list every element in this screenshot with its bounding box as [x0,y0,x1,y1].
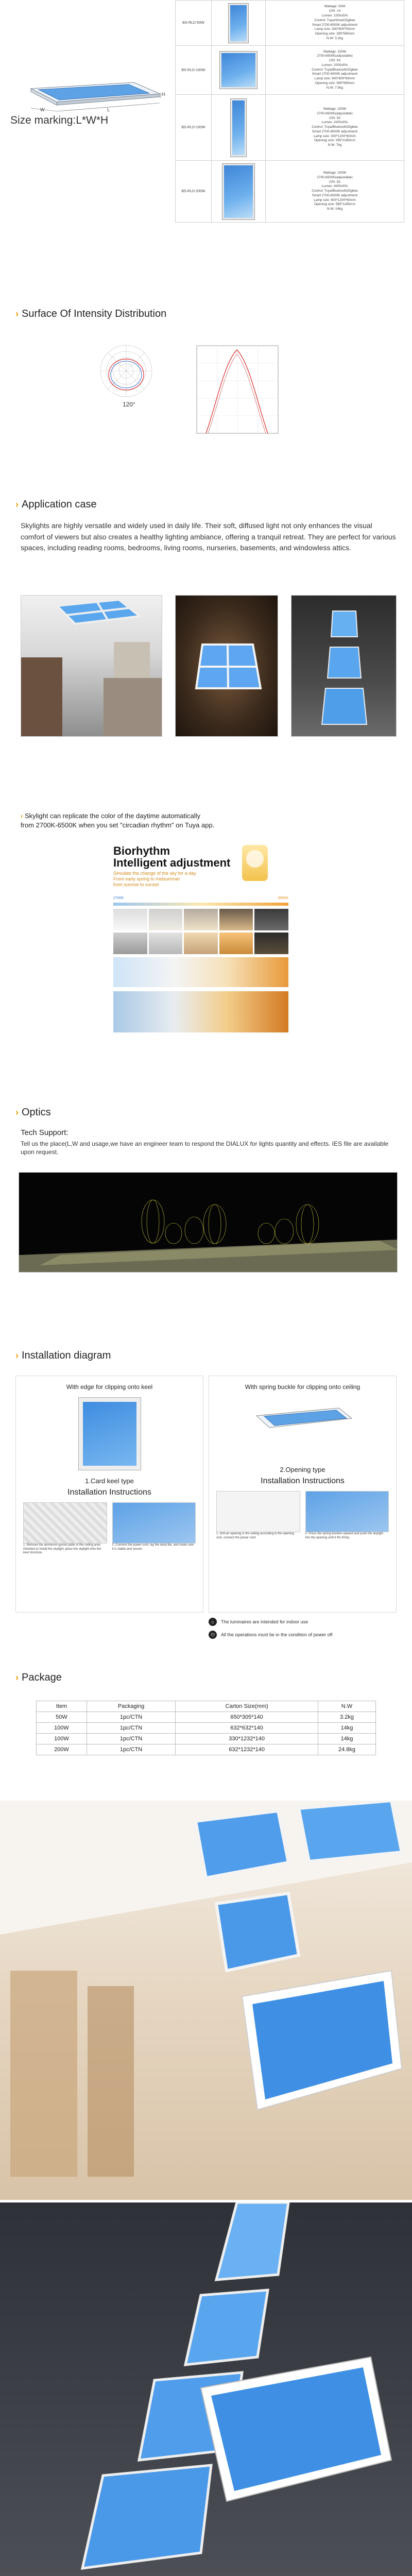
install-right-steps [209,1486,396,1540]
table-row: 100W 1pc/CTN 632*632*140 14kg [37,1723,376,1734]
spec-image [212,95,266,161]
section-marker-icon: › [15,1107,19,1117]
spec-table [175,0,404,223]
spec-image [212,1,266,46]
step-text: 1. Remove the aluminum gusset plate of the ceiling area intended to install the skylight; place the skylight onto the keel structure. [23,1544,101,1554]
install-left-steps [16,1497,203,1555]
dim-label-l: L [107,107,110,112]
table-row: 200W 1pc/CTN 632*1232*140 24.8kg [37,1744,376,1755]
spec-model: BS-RLD-50W [176,1,212,46]
section-marker-icon: › [15,499,19,510]
install-left-instructions: Installation Instructions [67,1488,151,1497]
polar-intensity-diagram [98,343,154,399]
card-keel-illustration [79,1398,141,1470]
application-photo-living-room [21,595,162,737]
dim-label-h: H [162,92,165,97]
sky-strip-row-2 [113,933,288,954]
spec-model: BS-RLD-200W [176,161,212,223]
biorhythm-title: Biorhythm Intelligent adjustment [113,844,231,870]
dialux-render [19,1172,398,1273]
section-marker-icon: › [15,309,19,319]
opening-type-illustration [251,1403,354,1434]
column-header: Packaging [87,1701,175,1712]
section-title-intensity: › Surface Of Intensity Distribution [15,308,167,319]
beam-angle-label: 120° [123,401,135,408]
circadian-description: › Skylight can replicate the color of the daytime automatically from 2700K-6500K when you set "circadian rhythm" on Tuya app. [21,812,215,829]
install-opening-type [209,1376,397,1613]
install-right-heading: With spring buckle for clipping onto ceiling [245,1383,360,1391]
spec-params: Wattage: 100W 2700-6500K(adjustable) CRI: 93 Lumen: 2000±5% Control: Tuya/Bluetooth/Zigbee Smart 2700-6500K adjustment Lamp size: 600*600*60mm Opening size: 585*585mm N.W: 7.5kg [266,46,404,95]
table-row: 100W 1pc/CTN 330*1232*140 14kg [37,1734,376,1744]
room-photo-corridor [0,2202,412,2576]
color-temp-start: 2700K [113,896,124,900]
spec-row [176,46,404,95]
spec-model: BS-RLD-100W [176,95,212,161]
spec-model: BS-RLD-100W [176,46,212,95]
install-right-type: 2.Opening type [280,1466,325,1473]
sky-strip-row-1 [113,909,288,930]
sky-strip-row-3 [113,957,288,987]
sky-strip-row-4 [113,991,288,1032]
table-row: 50W 1pc/CTN 650*305*140 3.2kg [37,1712,376,1723]
color-temperature-bar [113,903,288,906]
note-indoor-use: ⌂ The luminaires are intended for indoor use [209,1618,308,1626]
section-marker-icon: › [15,1350,19,1361]
spec-params: Wattage: 200W 2700-6500K(adjustable) CRI: 93 Lumen: 4000±5% Control: Tuya/Bluetooth/Zigbee Smart 2700-6500K adjustment Lamp size: 600*1200*60mm Opening size: 585*1185mm N.W: 14kg [266,161,404,223]
install-left-heading: With edge for clipping onto keel [66,1383,153,1391]
section-title-installation: › Installation diagram [15,1350,111,1361]
color-temp-end: 6500K [278,896,288,900]
tech-support-heading: Tech Support: [21,1128,68,1137]
spec-image [212,46,266,95]
note-power-off: ⏻ All the operations must be in the condition of power off [209,1631,332,1639]
install-right-instructions: Installation Instructions [261,1477,345,1485]
column-header: Carton Size(mm) [176,1701,318,1712]
spec-row [176,1,404,46]
product-drawing [10,77,165,112]
size-marking-caption: Size marking:L*W*H [10,114,109,126]
biorhythm-block [113,845,288,1061]
application-photo-ceiling [175,595,278,737]
application-photo-hallway [291,595,397,737]
tuya-app-icon [242,845,268,881]
spec-row [176,161,404,223]
spec-params: Wattage: 50W CRI: >0 Lumen: 1000±5% Control: Tuya/Smart/Zigbee Smart 2700-6500K adjustment Lamp size: 300*600*50mm Opening size: 285*585mm N.W: 3.2kg [266,1,404,46]
biorhythm-subtitle: Simulate the change of the sky for a day From early spring to midsummer from sunrise to sunset [113,871,196,887]
install-left-type: 1.Card keel type [85,1477,134,1485]
spec-params: Wattage: 100W 2700-6500K(adjustable) CRI: 93 Lumen: 2000±5% Control: Tuya/Bluetooth/Zigbee Smart 2700-6500K adjustment Lamp size: 300*1200*60mm Opening size: 285*1185mm N.W: 7kg [266,95,404,161]
install-card-keel [15,1376,203,1613]
spec-image [212,161,266,223]
section-title-package: › Package [15,1672,62,1683]
package-table [36,1701,376,1755]
power-plug-icon: ⏻ [209,1631,217,1639]
package-header-row [37,1701,376,1712]
step-text: 2. Press the spring buckles upward and push the skylight into the opening until it fits firmly. [305,1532,383,1539]
section-marker-icon: › [15,1672,19,1683]
house-icon: ⌂ [209,1618,217,1626]
section-title-application: › Application case [15,499,97,510]
column-header: N.W [318,1701,376,1712]
step-text: 2. Connect the power cord, lay the lamp flat, and make sure it is stable and secure. [112,1544,194,1551]
dim-label-w: W [40,107,45,112]
tech-support-text: Tell us the place(L,W and usage,we have an engineer team to respond the DIALUX for lights quantity and effects. IES file are available upon request. [21,1140,389,1156]
room-photo-attic [0,1801,412,2200]
section-title-optics: › Optics [15,1107,51,1118]
column-header: Item [37,1701,87,1712]
section-marker-icon: › [21,812,23,820]
spec-row [176,95,404,161]
step-text: 1. Drill an opening in the ceiling according to the opening size; connect the power cord. [216,1532,294,1539]
intensity-curve-chart [185,343,281,443]
application-description: Skylights are highly versatile and widely used in daily life. Their soft, diffused light not only enhances the visual comfort of viewers but also creates a healthy lighting ambiance, offering a tranquil retreat. They are perfect for various spaces, including reading rooms, bedrooms, living rooms, nurseries, basements, and windowless attics. [21,521,396,552]
